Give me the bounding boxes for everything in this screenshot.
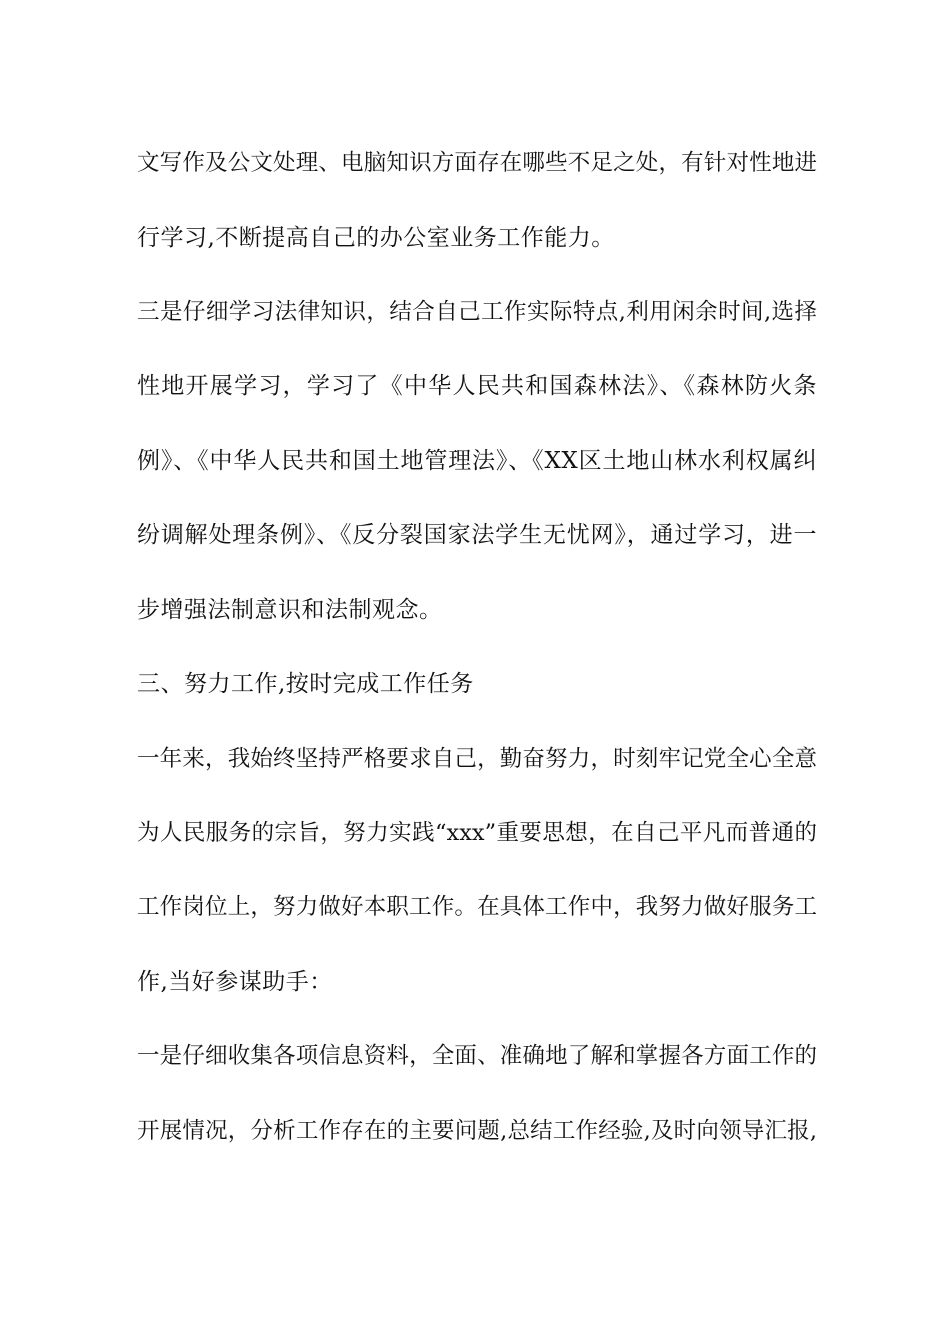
text-line: 工作岗位上，努力做好本职工作。在具体工作中，我努力做好服务工 <box>137 894 817 920</box>
text-line: 三是仔细学习法律知识，结合自己工作实际特点,利用闲余时间,选择 <box>137 299 817 325</box>
text-line: 一年来，我始终坚持严格要求自己，勤奋努力，时刻牢记党全心全意 <box>137 746 817 772</box>
text-line: 一是仔细收集各项信息资料，全面、准确地了解和掌握各方面工作的 <box>137 1043 817 1069</box>
text-line: 文写作及公文处理、电脑知识方面存在哪些不足之处，有针对性地进 <box>137 150 817 176</box>
text-line: 例》、《中华人民共和国土地管理法》、《XX区土地山林水利权属纠 <box>137 448 817 474</box>
text-line: 开展情况，分析工作存在的主要问题,总结工作经验,及时向领导汇报, <box>137 1118 817 1144</box>
text-line: 行学习,不断提高自己的办公室业务工作能力。 <box>137 225 615 251</box>
section-heading: 三、努力工作,按时完成工作任务 <box>137 671 474 697</box>
text-line: 性地开展学习，学习了《中华人民共和国森林法》、《森林防火条 <box>137 373 817 399</box>
text-line: 步增强法制意识和法制观念。 <box>137 597 443 623</box>
text-line: 为人民服务的宗旨，努力实践“xxx”重要思想，在自己平凡而普通的 <box>137 820 817 846</box>
text-line: 纷调解处理条例》、《反分裂国家法学生无忧网》，通过学习，进一 <box>137 522 817 548</box>
text-line: 作,当好参谋助手： <box>137 969 333 995</box>
